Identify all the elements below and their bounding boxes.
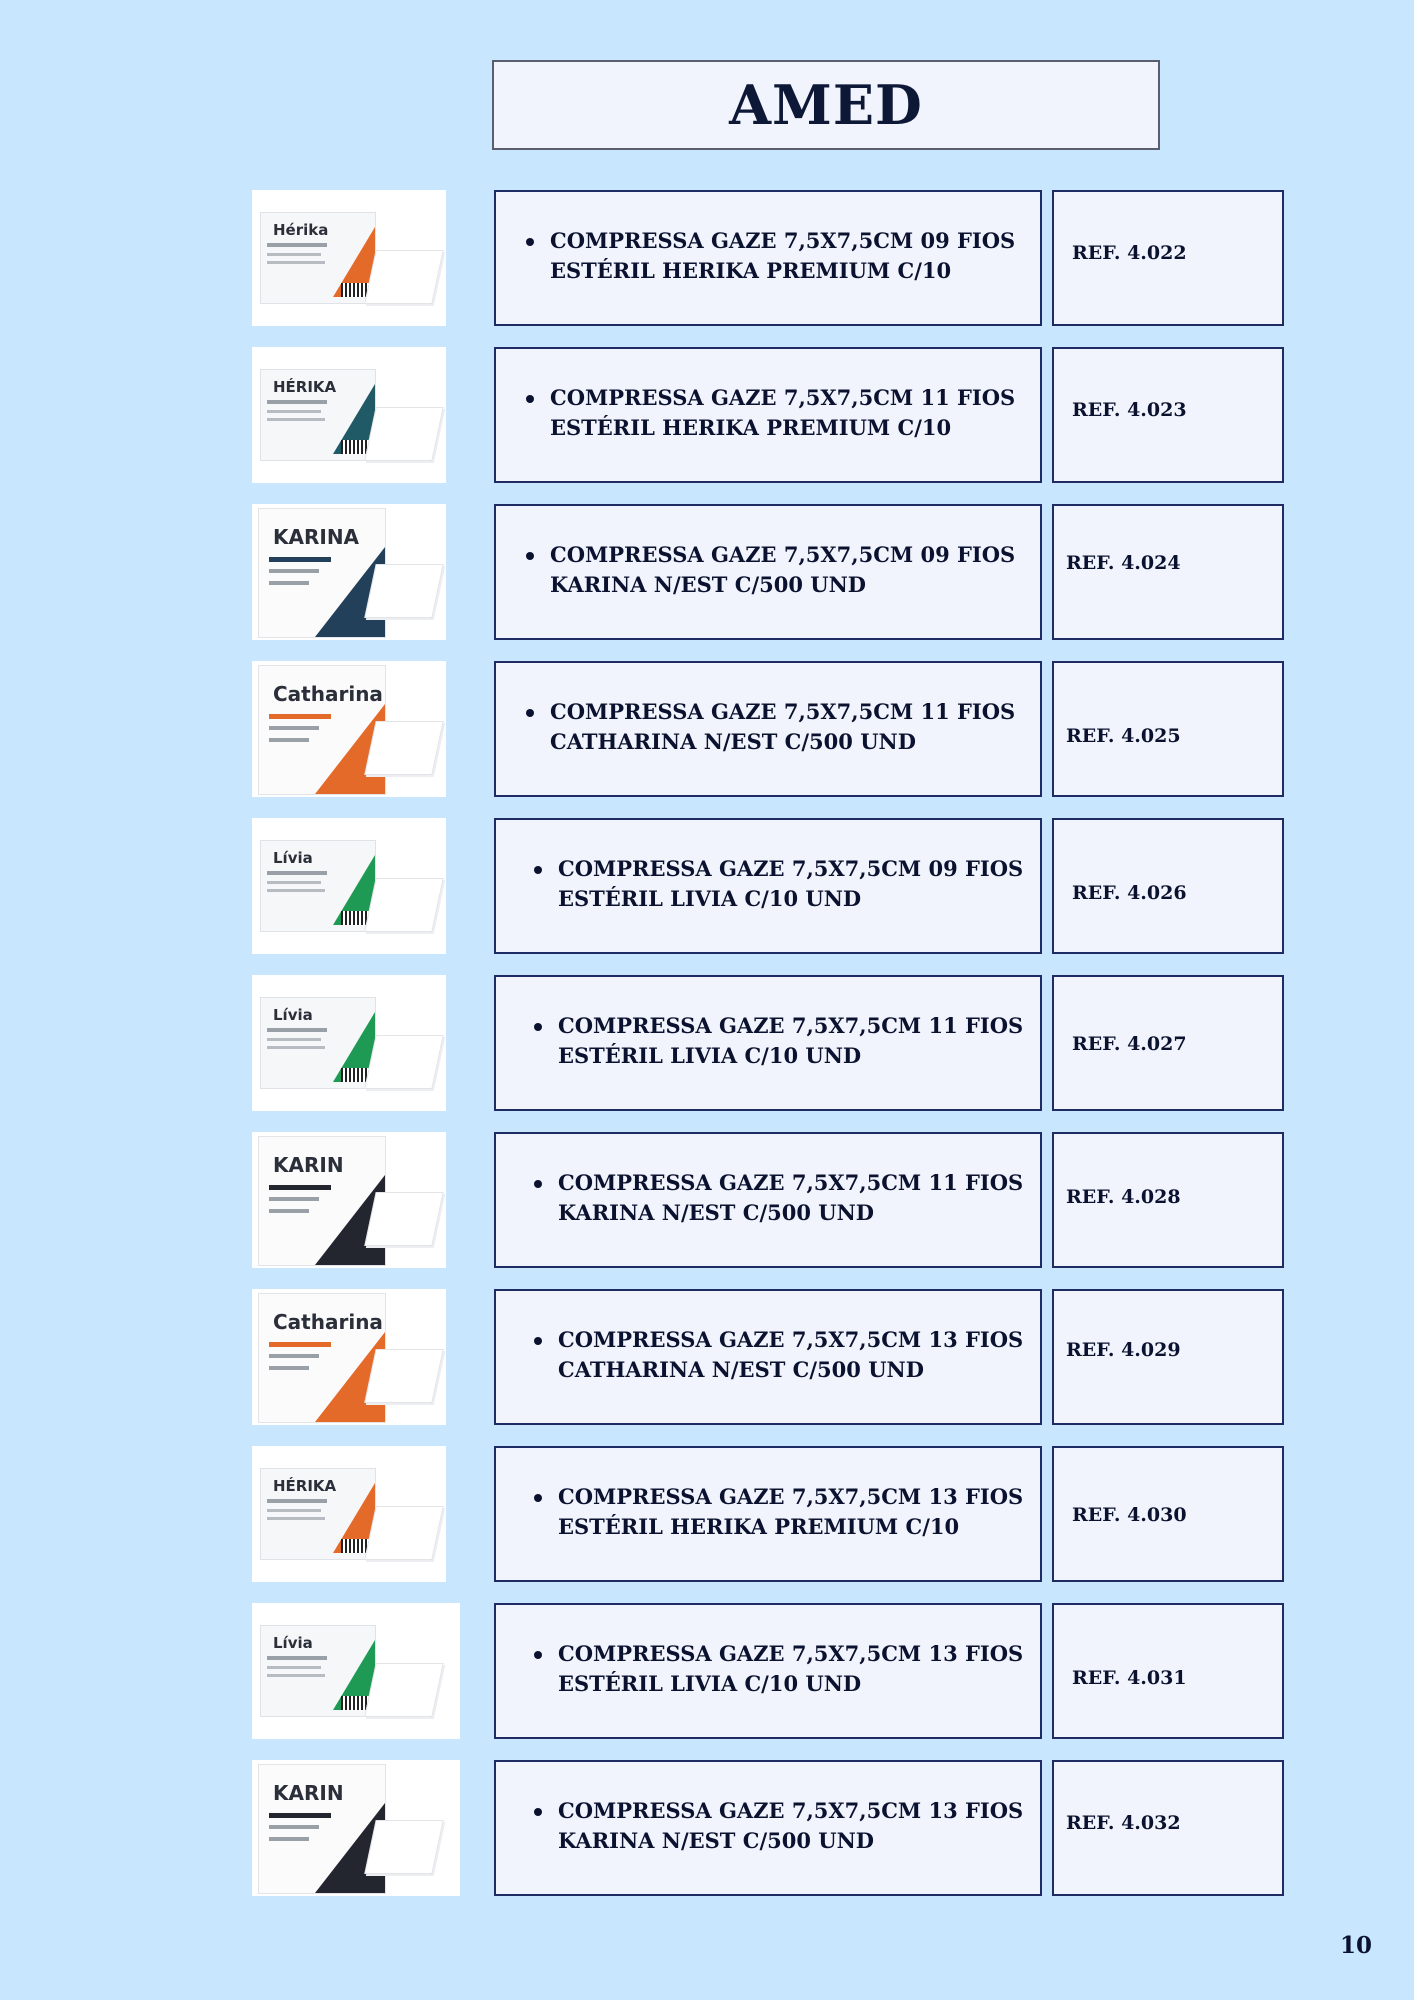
product-description-item xyxy=(558,1796,1023,1856)
package-brand-logo: Lívia xyxy=(273,849,313,867)
product-description-item xyxy=(558,1011,1023,1071)
product-description-item xyxy=(558,854,1023,914)
product-ref-code: REF. 4.023 xyxy=(1072,399,1187,421)
page-title: AMED xyxy=(729,73,923,137)
gauze-pad-graphic xyxy=(364,1506,443,1560)
product-ref-code: REF. 4.022 xyxy=(1072,242,1187,264)
product-ref-code: REF. 4.032 xyxy=(1066,1812,1181,1834)
product-ref-box xyxy=(1052,190,1284,326)
barcode-graphic xyxy=(341,440,369,454)
product-description-list xyxy=(550,383,1015,443)
barcode-graphic xyxy=(341,1068,369,1082)
product-name-line-2: CATHARINA N/EST C/500 UND xyxy=(550,729,916,754)
product-description-item xyxy=(558,1325,1023,1385)
product-name-line-2: ESTÉRIL LIVIA C/10 UND xyxy=(558,1671,862,1696)
product-description-box xyxy=(494,190,1042,326)
product-description-list xyxy=(550,226,1015,286)
product-description-list xyxy=(558,1482,1023,1542)
package-brand-logo: KARINA xyxy=(273,525,360,549)
package-brand-logo: KARIN xyxy=(273,1153,344,1177)
package-brand-logo: Lívia xyxy=(273,1634,313,1652)
product-image xyxy=(252,975,446,1111)
gauze-pad-graphic xyxy=(364,407,443,461)
product-row xyxy=(0,818,1414,954)
product-description-list xyxy=(558,854,1023,914)
product-row xyxy=(0,975,1414,1111)
product-ref-code: REF. 4.031 xyxy=(1072,1667,1187,1689)
product-ref-box xyxy=(1052,504,1284,640)
product-ref-code: REF. 4.024 xyxy=(1066,552,1181,574)
product-name-line-1: COMPRESSA GAZE 7,5X7,5CM 13 FIOS xyxy=(558,1798,1024,1823)
product-image xyxy=(252,504,446,640)
package-brand-logo: KARIN xyxy=(273,1781,344,1805)
product-row xyxy=(0,1446,1414,1582)
product-description-item xyxy=(550,226,1015,286)
product-description-item xyxy=(550,540,1015,600)
product-description-list xyxy=(558,1796,1023,1856)
product-name-line-1: COMPRESSA GAZE 7,5X7,5CM 11 FIOS xyxy=(550,385,1016,410)
product-ref-box xyxy=(1052,1132,1284,1268)
product-image xyxy=(252,1446,446,1582)
product-name-line-1: COMPRESSA GAZE 7,5X7,5CM 09 FIOS xyxy=(550,542,1016,567)
package-pack-graphic xyxy=(260,212,376,304)
product-name-line-2: CATHARINA N/EST C/500 UND xyxy=(558,1357,924,1382)
product-ref-code: REF. 4.026 xyxy=(1072,882,1187,904)
product-image xyxy=(252,1289,446,1425)
product-name-line-1: COMPRESSA GAZE 7,5X7,5CM 13 FIOS xyxy=(558,1484,1024,1509)
product-name-line-2: KARINA N/EST C/500 UND xyxy=(558,1200,874,1225)
product-image xyxy=(252,1132,446,1268)
product-description-box xyxy=(494,347,1042,483)
product-row xyxy=(0,661,1414,797)
product-ref-code: REF. 4.029 xyxy=(1066,1339,1181,1361)
product-name-line-1: COMPRESSA GAZE 7,5X7,5CM 13 FIOS xyxy=(558,1641,1024,1666)
package-bag-graphic xyxy=(258,1136,386,1266)
product-name-line-1: COMPRESSA GAZE 7,5X7,5CM 13 FIOS xyxy=(558,1327,1024,1352)
package-brand-logo: Hérika xyxy=(273,221,329,239)
product-image xyxy=(252,1760,460,1896)
product-description-box xyxy=(494,1603,1042,1739)
product-row xyxy=(0,504,1414,640)
package-pack-graphic xyxy=(260,1625,376,1717)
product-name-line-2: KARINA N/EST C/500 UND xyxy=(550,572,866,597)
product-description-box xyxy=(494,1446,1042,1582)
product-description-list xyxy=(550,540,1015,600)
product-description-item xyxy=(558,1639,1023,1699)
product-ref-box xyxy=(1052,818,1284,954)
barcode-graphic xyxy=(341,1696,369,1710)
product-row xyxy=(0,1132,1414,1268)
product-ref-code: REF. 4.030 xyxy=(1072,1504,1187,1526)
product-description-list xyxy=(558,1639,1023,1699)
package-bag-graphic xyxy=(258,665,386,795)
product-description-box xyxy=(494,818,1042,954)
product-name-line-2: ESTÉRIL HERIKA PREMIUM C/10 xyxy=(558,1514,960,1539)
product-ref-box xyxy=(1052,661,1284,797)
product-image xyxy=(252,1603,460,1739)
product-description-list xyxy=(550,697,1015,757)
product-ref-box xyxy=(1052,1289,1284,1425)
product-description-box xyxy=(494,1289,1042,1425)
barcode-graphic xyxy=(341,911,369,925)
product-row xyxy=(0,190,1414,326)
product-image xyxy=(252,347,446,483)
product-row xyxy=(0,1760,1414,1896)
product-image xyxy=(252,190,446,326)
product-image xyxy=(252,661,446,797)
gauze-pad-graphic xyxy=(364,1035,443,1089)
package-bag-graphic xyxy=(258,508,386,638)
product-row xyxy=(0,1603,1414,1739)
package-pack-graphic xyxy=(260,369,376,461)
barcode-graphic xyxy=(341,283,369,297)
product-name-line-1: COMPRESSA GAZE 7,5X7,5CM 11 FIOS xyxy=(558,1013,1024,1038)
gauze-pad-graphic xyxy=(364,1349,443,1403)
product-name-line-2: ESTÉRIL LIVIA C/10 UND xyxy=(558,1043,862,1068)
package-bag-graphic xyxy=(258,1293,386,1423)
product-name-line-2: KARINA N/EST C/500 UND xyxy=(558,1828,874,1853)
gauze-pad-graphic xyxy=(364,1663,443,1717)
gauze-pad-graphic xyxy=(364,250,443,304)
product-ref-box xyxy=(1052,1446,1284,1582)
product-description-box xyxy=(494,504,1042,640)
product-row xyxy=(0,347,1414,483)
product-name-line-2: ESTÉRIL HERIKA PREMIUM C/10 xyxy=(550,258,952,283)
product-name-line-1: COMPRESSA GAZE 7,5X7,5CM 11 FIOS xyxy=(550,699,1016,724)
product-description-box xyxy=(494,1760,1042,1896)
package-brand-logo: HÉRIKA xyxy=(273,378,337,396)
package-brand-logo: Catharina xyxy=(273,1310,383,1334)
page-title-box xyxy=(492,60,1160,150)
package-brand-logo: Lívia xyxy=(273,1006,313,1024)
gauze-pad-graphic xyxy=(364,878,443,932)
product-description-box xyxy=(494,661,1042,797)
package-brand-logo: Catharina xyxy=(273,682,383,706)
page-number: 10 xyxy=(1339,1932,1372,1959)
product-name-line-1: COMPRESSA GAZE 7,5X7,5CM 09 FIOS xyxy=(550,228,1016,253)
product-ref-box xyxy=(1052,975,1284,1111)
package-pack-graphic xyxy=(260,997,376,1089)
gauze-pad-graphic xyxy=(364,721,443,775)
package-brand-logo: HÉRIKA xyxy=(273,1477,337,1495)
product-name-line-2: ESTÉRIL HERIKA PREMIUM C/10 xyxy=(550,415,952,440)
package-pack-graphic xyxy=(260,840,376,932)
package-pack-graphic xyxy=(260,1468,376,1560)
product-description-list xyxy=(558,1168,1023,1228)
product-row xyxy=(0,1289,1414,1425)
product-ref-box xyxy=(1052,347,1284,483)
barcode-graphic xyxy=(341,1539,369,1553)
product-ref-box xyxy=(1052,1760,1284,1896)
product-description-item xyxy=(550,383,1015,443)
product-description-list xyxy=(558,1011,1023,1071)
product-name-line-1: COMPRESSA GAZE 7,5X7,5CM 09 FIOS xyxy=(558,856,1024,881)
product-ref-code: REF. 4.027 xyxy=(1072,1033,1187,1055)
product-name-line-1: COMPRESSA GAZE 7,5X7,5CM 11 FIOS xyxy=(558,1170,1024,1195)
product-description-box xyxy=(494,1132,1042,1268)
product-image xyxy=(252,818,446,954)
product-description-item xyxy=(558,1168,1023,1228)
product-description-list xyxy=(558,1325,1023,1385)
package-bag-graphic xyxy=(258,1764,386,1894)
gauze-pad-graphic xyxy=(364,1820,443,1874)
product-description-item xyxy=(550,697,1015,757)
product-description-item xyxy=(558,1482,1023,1542)
gauze-pad-graphic xyxy=(364,564,443,618)
product-ref-box xyxy=(1052,1603,1284,1739)
gauze-pad-graphic xyxy=(364,1192,443,1246)
product-description-box xyxy=(494,975,1042,1111)
product-ref-code: REF. 4.025 xyxy=(1066,725,1181,747)
product-ref-code: REF. 4.028 xyxy=(1066,1186,1181,1208)
product-name-line-2: ESTÉRIL LIVIA C/10 UND xyxy=(558,886,862,911)
